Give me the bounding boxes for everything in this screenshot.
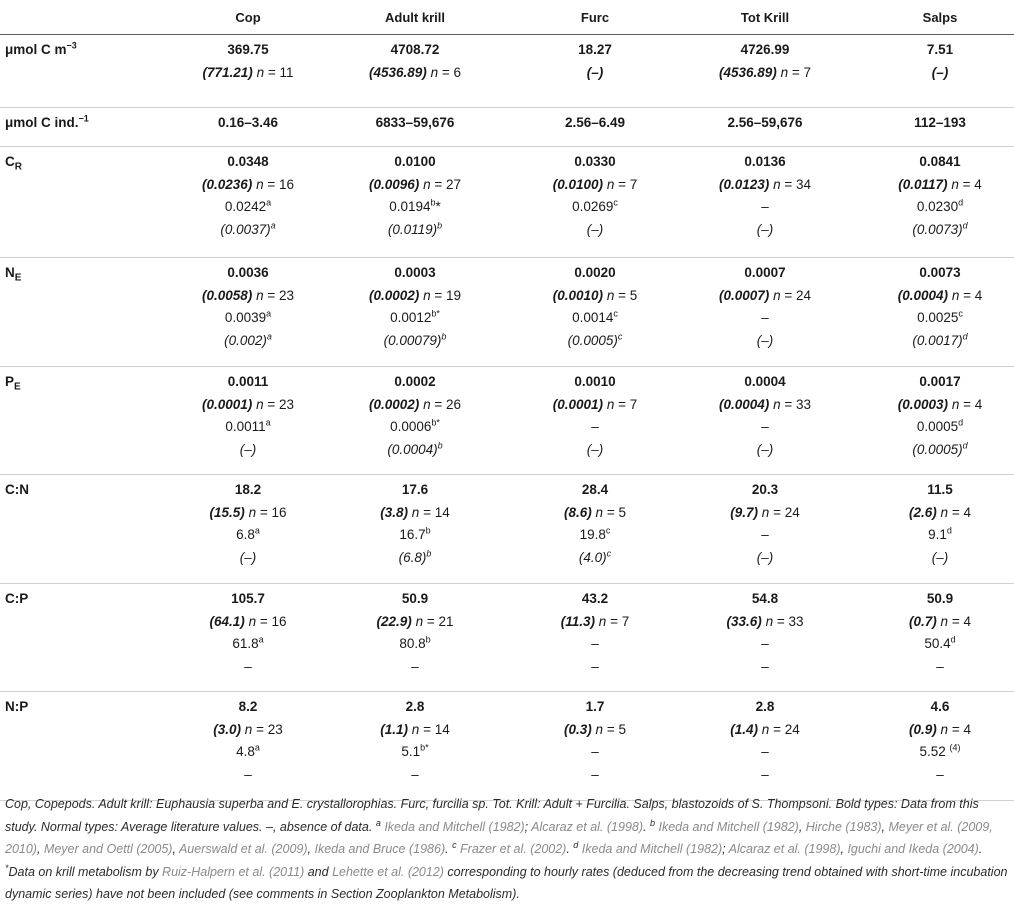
cell-line: 18.2 — [234, 482, 262, 497]
cell-line: $(4.0)^c$ — [578, 548, 612, 565]
table-cell — [163, 112, 333, 135]
cell-line: (–) — [756, 441, 774, 457]
table-cell — [163, 588, 333, 678]
cell-line: 0.0014$^c$ — [572, 308, 618, 326]
cell-line: 4.6 — [930, 699, 950, 714]
cell-line: 0.0194$^b$* — [389, 197, 441, 215]
row-label: μmol C ind.$^{-1}$ — [5, 113, 89, 130]
header-tot-krill: Tot Krill — [740, 10, 790, 25]
cell-line: 11.5 — [927, 482, 953, 497]
cell-line: (0.0002) n = 19 — [369, 287, 461, 303]
cell-line: 1.7 — [585, 699, 605, 714]
header-cop: Cop — [235, 10, 261, 25]
table-cell — [163, 371, 333, 461]
cell-line: – — [761, 310, 769, 326]
table-cell — [330, 479, 500, 569]
table-cell — [163, 39, 333, 84]
cell-line: – — [761, 527, 769, 543]
table-cell — [855, 112, 1014, 135]
table-cell — [330, 112, 500, 135]
cell-line: (–) — [931, 549, 949, 565]
cell-line: 112–193 — [914, 115, 966, 130]
table-row — [0, 584, 1014, 692]
table-cell — [510, 151, 680, 241]
row-label: $N_E$ — [5, 265, 22, 284]
cell-line: 43.2 — [581, 591, 609, 606]
cell-line: – — [936, 658, 944, 674]
cell-line: – — [591, 766, 599, 782]
cell-line: 28.4 — [581, 482, 609, 497]
cell-line: 4726.99 — [740, 42, 790, 57]
row-label: $P_E$ — [5, 374, 21, 393]
cell-line: 2.56–6.49 — [564, 115, 626, 130]
table-cell — [163, 151, 333, 241]
table-row — [0, 147, 1014, 258]
cell-line: 0.0269$^c$ — [572, 197, 618, 215]
table-body — [0, 35, 1014, 801]
cell-line: 50.9 — [926, 591, 954, 606]
table-cell — [330, 151, 500, 241]
table-row — [0, 475, 1014, 584]
cell-line: 0.0011 — [227, 374, 269, 389]
cell-line: – — [761, 199, 769, 215]
cell-line: (–) — [239, 549, 257, 565]
table-cell — [163, 479, 333, 569]
cell-line: 5.52 $^{(4)}$ — [919, 742, 961, 760]
cell-line: (0.9) n = 4 — [909, 721, 971, 737]
table-cell — [510, 371, 680, 461]
cell-line: – — [244, 766, 252, 782]
cell-line: (0.0004) n = 4 — [897, 287, 983, 303]
cell-line: (0.0001) n = 7 — [552, 396, 638, 412]
table-cell — [330, 371, 500, 461]
cell-line: 0.0007 — [744, 265, 786, 280]
cell-line: (64.1) n = 16 — [209, 613, 287, 629]
cell-line: 16.7$^b$ — [399, 525, 431, 543]
cell-line: (0.0010) n = 5 — [552, 287, 638, 303]
cell-line: 0.0020 — [574, 265, 616, 280]
cell-line: 0.0348 — [227, 154, 269, 169]
cell-line: (0.0003) n = 4 — [897, 396, 983, 412]
cell-line: 9.1$^d$ — [928, 525, 952, 543]
table-row — [0, 367, 1014, 475]
table-footnote: Cop, Copepods. Adult krill: Euphausia superba and E. crystallorophias. Furc, furcilia sp. Tot. Krill: Adult + Furcilia. Salps, blastozoids of S. Thompsoni. Bold types: Data from this study. Normal types: Average literature values. –, absence of data. $^a$ Ikeda and Mitchell (1982); Alcaraz et al. (1998). $^b$ Ikeda and Mitchell (1982), Hirche (1983), Meyer et al. (2009, 2010), Meyer and Oettl (2005), Auerswald et al. (2009), Ikeda and Bruce (1986). $^c$ Frazer et al. (2002). $^d$ Ikeda and Mitchell (1982); Alcaraz et al. (1998), Iguchi and Ikeda (2004). *Data on krill metabolism by Ruiz-Halpern et al. (2011) and Lehette et al. (2012) corresponding to hourly rates (deduced from the decreasing trend obtained with short-time incubation dynamic series) have not been included (see comments in Section Zooplankton Metabolism). — [5, 797, 1008, 901]
cell-line: 0.0003 — [394, 265, 436, 280]
cell-line: 0.0330 — [574, 154, 616, 169]
cell-line: $(0.0073)^d$ — [912, 220, 968, 237]
cell-line: – — [591, 658, 599, 674]
cell-line: (0.0236) n = 16 — [202, 176, 294, 192]
table-cell — [510, 39, 680, 84]
cell-line: (0.0007) n = 24 — [719, 287, 811, 303]
cell-line: 80.8$^b$ — [399, 634, 431, 652]
cell-line: (–) — [239, 441, 257, 457]
table-cell — [680, 696, 850, 786]
cell-line: $(0.0017)^d$ — [912, 331, 968, 348]
cell-line: – — [411, 766, 419, 782]
cell-line: 0.0017 — [919, 374, 961, 389]
cell-line: 0.0136 — [744, 154, 786, 169]
table-cell — [855, 39, 1014, 84]
cell-line: 0.0025$^c$ — [917, 308, 963, 326]
table-cell — [510, 262, 680, 352]
table-cell — [855, 262, 1014, 352]
row-label: N:P — [5, 699, 29, 714]
cell-line: $(0.0037)^a$ — [220, 220, 276, 237]
cell-line: 7.51 — [926, 42, 954, 57]
table-row — [0, 258, 1014, 367]
header-adult-krill: Adult krill — [385, 10, 445, 25]
table-row — [0, 35, 1014, 108]
cell-line: (9.7) n = 24 — [730, 504, 800, 520]
cell-line: (2.6) n = 4 — [909, 504, 971, 520]
table-cell — [680, 39, 850, 84]
table-cell — [680, 588, 850, 678]
cell-line: (771.21) n = 11 — [202, 64, 294, 80]
cell-line: (1.4) n = 24 — [730, 721, 800, 737]
cell-line: – — [761, 419, 769, 435]
cell-line: (0.0058) n = 23 — [202, 287, 294, 303]
row-label: μmol C $m^{-3}$ — [5, 40, 77, 57]
cell-line: (–) — [586, 441, 604, 457]
cell-line: – — [936, 766, 944, 782]
table-cell — [680, 371, 850, 461]
cell-line: $0.0012^{b*}$ — [390, 308, 440, 326]
cell-line: (33.6) n = 33 — [726, 613, 804, 629]
cell-line: $(0.00079)^b$ — [383, 331, 447, 348]
table-cell — [330, 696, 500, 786]
cell-line: (–) — [586, 221, 604, 237]
cell-line: 0.0011$^a$ — [225, 417, 271, 435]
table-cell — [680, 112, 850, 135]
cell-line: 20.3 — [751, 482, 779, 497]
cell-line: 0.0841 — [919, 154, 961, 169]
cell-line: 50.9 — [401, 591, 429, 606]
cell-line: – — [591, 419, 599, 435]
cell-line: 0.0002 — [394, 374, 436, 389]
cell-line: 0.0005$^d$ — [916, 417, 964, 435]
cell-line: 2.8 — [405, 699, 425, 714]
cell-line: $(0.0005)^c$ — [567, 331, 623, 348]
cell-line: (0.0123) n = 34 — [719, 176, 811, 192]
cell-line: (0.0100) n = 7 — [552, 176, 638, 192]
table-cell — [680, 262, 850, 352]
cell-line: 50.4$^d$ — [924, 634, 956, 652]
cell-line: 4708.72 — [390, 42, 440, 57]
cell-line: 0.0004 — [744, 374, 786, 389]
cell-line: – — [761, 636, 769, 652]
table-cell — [680, 151, 850, 241]
table-cell — [510, 112, 680, 135]
cell-line: – — [761, 658, 769, 674]
cell-line: 105.7 — [231, 591, 265, 606]
cell-line: 8.2 — [238, 699, 258, 714]
cell-line: 6833–59,676 — [375, 115, 455, 130]
cell-line: 0.0230$^d$ — [916, 197, 964, 215]
table-cell — [163, 262, 333, 352]
cell-line: 369.75 — [227, 42, 269, 57]
cell-line: 0.0073 — [919, 265, 961, 280]
cell-line: (0.0004) n = 33 — [719, 396, 811, 412]
cell-line: 2.8 — [755, 699, 775, 714]
cell-line: 0.0100 — [394, 154, 436, 169]
cell-line: – — [591, 744, 599, 760]
table-cell — [330, 262, 500, 352]
table-cell — [330, 39, 500, 84]
table-cell — [855, 479, 1014, 569]
table-cell — [510, 588, 680, 678]
cell-line: $(0.0004)^b$ — [387, 440, 443, 457]
row-label: C:P — [5, 591, 29, 606]
cell-line: (4536.89) n = 7 — [719, 64, 811, 80]
cell-line: 0.0010 — [574, 374, 616, 389]
cell-line: 0.16–3.46 — [217, 115, 279, 130]
table-cell — [855, 588, 1014, 678]
cell-line: 54.8 — [751, 591, 779, 606]
cell-line: – — [761, 744, 769, 760]
cell-line: 6.8$^a$ — [236, 525, 260, 543]
cell-line: (4536.89) n = 6 — [369, 64, 461, 80]
table-cell — [163, 696, 333, 786]
cell-line: – — [244, 658, 252, 674]
cell-line: 4.8$^a$ — [236, 742, 260, 760]
cell-line: 17.6 — [401, 482, 429, 497]
table-row — [0, 692, 1014, 801]
cell-line: (0.0096) n = 27 — [369, 176, 461, 192]
table-cell — [855, 696, 1014, 786]
header-furc: Furc — [580, 10, 610, 25]
cell-line: 61.8$^a$ — [232, 634, 264, 652]
cell-line: 0.0039$^a$ — [224, 308, 272, 326]
cell-line: – — [591, 636, 599, 652]
cell-line: $(0.0119)^b$ — [387, 220, 443, 237]
table-cell — [330, 588, 500, 678]
cell-line: (0.0001) n = 23 — [202, 396, 294, 412]
cell-line: (–) — [756, 332, 774, 348]
cell-line: (–) — [756, 221, 774, 237]
cell-line: (–) — [756, 549, 774, 565]
cell-line: (–) — [586, 64, 604, 80]
cell-line: (0.7) n = 4 — [909, 613, 971, 629]
row-label: $C_R$ — [5, 154, 22, 173]
cell-line: (11.3) n = 7 — [560, 613, 630, 629]
cell-line: (0.3) n = 5 — [564, 721, 626, 737]
table-header — [0, 0, 1014, 35]
cell-line: $(0.0005)^d$ — [912, 440, 968, 457]
cell-line: (8.6) n = 5 — [564, 504, 626, 520]
cell-line: (15.5) n = 16 — [209, 504, 287, 520]
table-cell — [855, 371, 1014, 461]
cell-line: (3.0) n = 23 — [213, 721, 283, 737]
cell-line: 0.0242$^a$ — [224, 197, 272, 215]
table-cell — [680, 479, 850, 569]
cell-line: (22.9) n = 21 — [376, 613, 454, 629]
row-label: C:N — [5, 482, 29, 497]
cell-line: (3.8) n = 14 — [380, 504, 450, 520]
table-cell — [510, 696, 680, 786]
cell-line: $(0.002)^a$ — [224, 331, 272, 348]
cell-line: (0.0002) n = 26 — [369, 396, 461, 412]
cell-line: 2.56–59,676 — [727, 115, 803, 130]
cell-line: – — [761, 766, 769, 782]
table-row — [0, 108, 1014, 147]
table-cell — [510, 479, 680, 569]
cell-line: $5.1^{b*}$ — [401, 742, 429, 760]
cell-line: (–) — [931, 64, 949, 80]
table-cell — [855, 151, 1014, 241]
cell-line: $(6.8)^b$ — [398, 548, 432, 565]
cell-line: 18.27 — [578, 42, 612, 57]
cell-line: 19.8$^c$ — [579, 525, 611, 543]
cell-line: (0.0117) n = 4 — [898, 176, 982, 192]
cell-line: (1.1) n = 14 — [380, 721, 450, 737]
cell-line: $0.0006^{b*}$ — [390, 417, 440, 435]
cell-line: – — [411, 658, 419, 674]
header-salps: Salps — [922, 10, 958, 25]
cell-line: 0.0036 — [227, 265, 269, 280]
